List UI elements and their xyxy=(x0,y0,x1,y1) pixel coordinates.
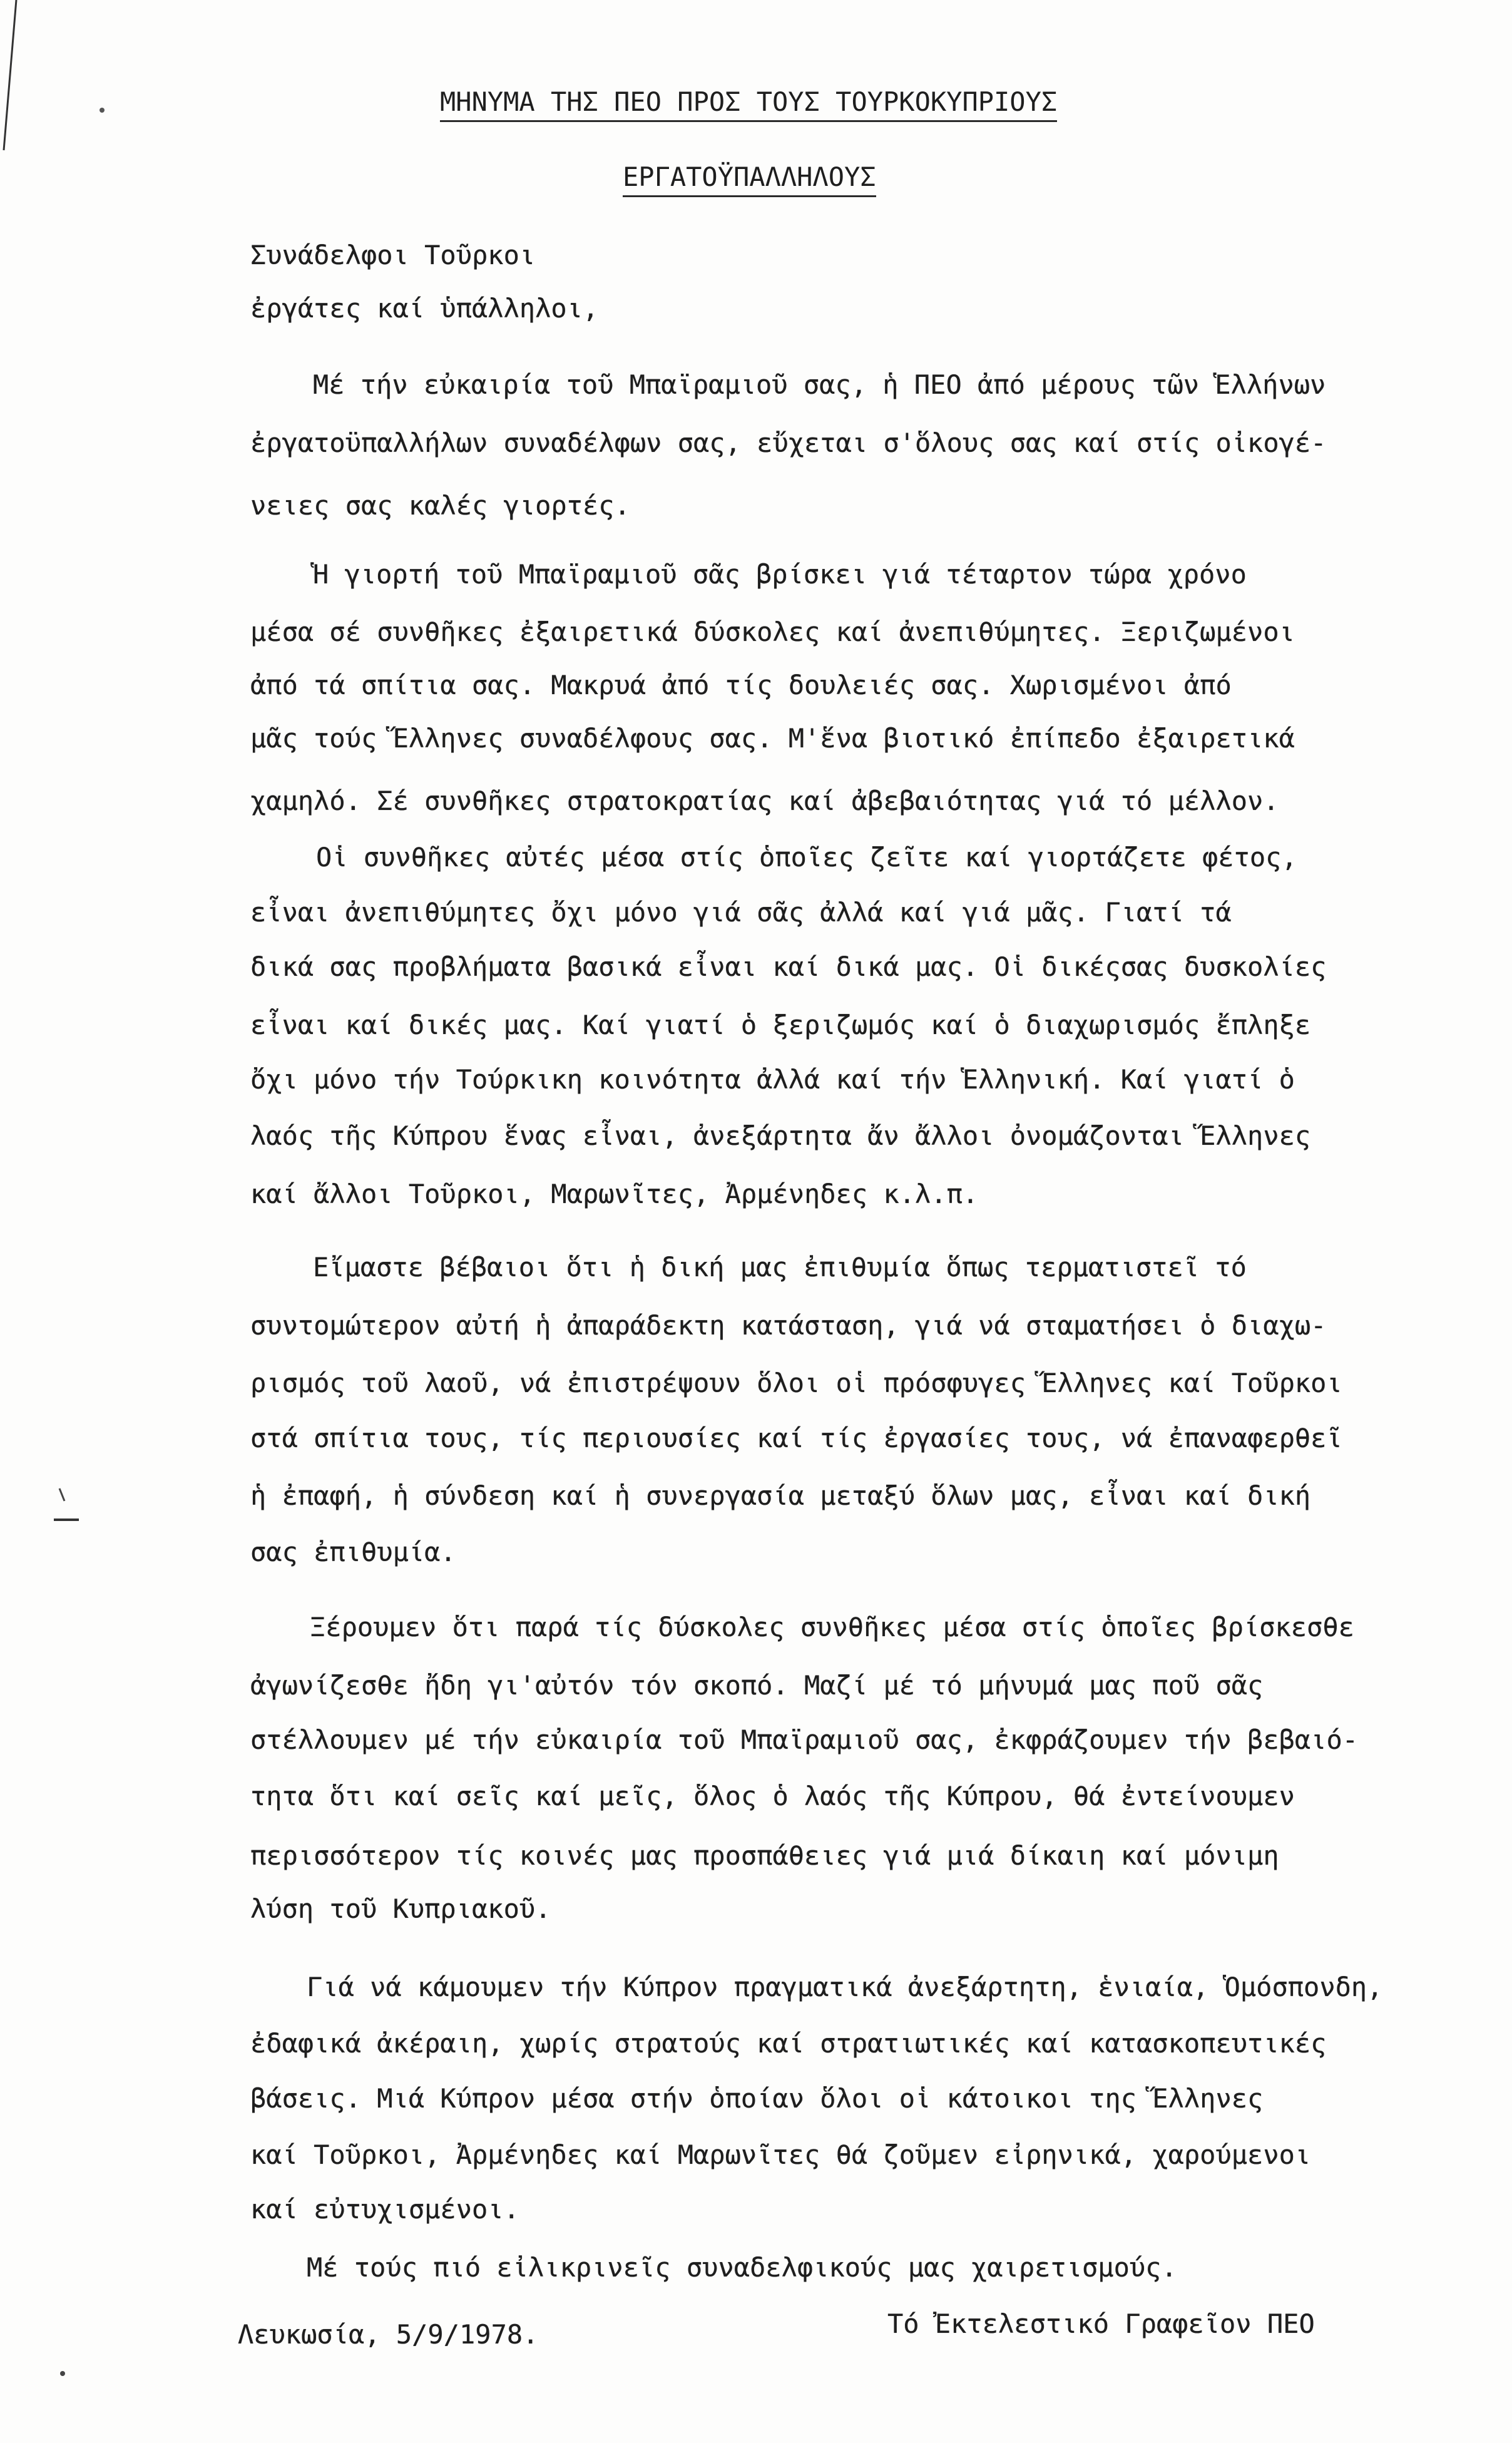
paragraph-5-line-2: ἀγωνίζεσθε ἤδη γι'αὐτόν τόν σκοπό. Μαζί μέ τό μήνυμά μας ποῦ σᾶς xyxy=(250,1670,1264,1701)
paragraph-3-line-7: καί ἄλλοι Τοῦρκοι, Μαρωνῖτες, Ἀρμένηδες κ.λ.π. xyxy=(250,1179,979,1209)
document-title: ΜΗΝΥΜΑ ΤΗΣ ΠΕΟ ΠΡΟΣ ΤΟΥΣ ΤΟΥΡΚΟΚΥΠΡΙΟΥΣ xyxy=(440,89,1057,122)
paragraph-5-line-4: τητα ὅτι καί σεῖς καί μεῖς, ὅλος ὁ λαός τῆς Κύπρου, θά ἐντείνουμεν xyxy=(250,1781,1295,1811)
paragraph-6-line-4: καί Τοῦρκοι, Ἀρμένηδες καί Μαρωνῖτες θά ζοῦμεν εἰρηνικά, χαρούμενοι xyxy=(250,2139,1311,2170)
paragraph-2-line-3: ἀπό τά σπίτια σας. Μακρυά ἀπό τίς δουλειές σας. Χωρισμένοι ἀπό xyxy=(250,670,1232,700)
paragraph-5-line-3: στέλλουμεν μέ τήν εὐκαιρία τοῦ Μπαϊραμιοῦ σας, ἐκφράζουμεν τήν βεβαιό- xyxy=(250,1724,1359,1755)
paragraph-6-line-5: καί εὐτυχισμένοι. xyxy=(250,2194,519,2225)
paragraph-1-line-1: Μέ τήν εὐκαιρία τοῦ Μπαϊραμιοῦ σας, ἡ ΠΕΟ ἀπό μέρους τῶν Ἑλλήνων xyxy=(313,369,1326,400)
document-subtitle: ΕΡΓΑΤΟΫΠΑΛΛΗΛΟΥΣ xyxy=(623,164,876,197)
paragraph-5-line-6: λύση τοῦ Κυπριακοῦ. xyxy=(250,1893,551,1924)
paragraph-4-line-6: σας ἐπιθυμία. xyxy=(250,1537,456,1567)
paragraph-2-line-1: Ἡ γιορτή τοῦ Μπαϊραμιοῦ σᾶς βρίσκει γιά τέταρτον τώρα χρόνο xyxy=(313,559,1247,590)
paragraph-1-line-2: ἐργατοϋπαλλήλων συναδέλφων σας, εὔχεται σ'ὅλους σας καί στίς οἰκογέ- xyxy=(250,428,1327,458)
paragraph-3-line-4: εἶναι καί δικές μας. Καί γιατί ὁ ξεριζωμός καί ὁ διαχωρισμός ἔπληξε xyxy=(250,1010,1311,1040)
margin-dot-mark xyxy=(60,2371,65,2376)
signature: Τό Ἐκτελεστικό Γραφεῖον ΠΕΟ xyxy=(887,2308,1315,2339)
salutation-line-2: ἐργάτες καί ὑπάλληλοι, xyxy=(250,293,599,324)
margin-tick-mark xyxy=(59,1488,64,1501)
paragraph-3-line-6: λαός τῆς Κύπρου ἕνας εἶναι, ἀνεξάρτητα ἄν ἄλλοι ὀνομάζονται Ἕλληνες xyxy=(250,1120,1311,1151)
paragraph-2-line-4: μᾶς τούς Ἕλληνες συναδέλφους σας. Μ'ἕνα βιοτικό ἐπίπεδο ἐξαιρετικά xyxy=(250,723,1295,754)
paragraph-4-line-1: Εἴμαστε βέβαιοι ὅτι ἡ δική μας ἐπιθυμία ὅπως τερματιστεῖ τό xyxy=(313,1252,1247,1283)
paragraph-4-line-2: συντομώτερον αὐτή ἡ ἀπαράδεκτη κατάσταση, γιά νά σταματήσει ὁ διαχω- xyxy=(250,1310,1327,1341)
paragraph-3-line-3: δικά σας προβλήματα βασικά εἶναι καί δικά μας. Οἱ δικέςσας δυσκολίες xyxy=(250,951,1327,982)
place-and-date: Λευκωσία, 5/9/1978. xyxy=(238,2319,539,2350)
paragraph-5-line-1: Ξέρουμεν ὅτι παρά τίς δύσκολες συνθῆκες μέσα στίς ὁποῖες βρίσκεσθε xyxy=(310,1612,1354,1642)
salutation-line-1: Συνάδελφοι Τοῦρκοι xyxy=(250,240,536,270)
paragraph-4-line-4: στά σπίτια τους, τίς περιουσίες καί τίς ἐργασίες τους, νά ἐπαναφερθεῖ xyxy=(250,1423,1342,1453)
paragraph-6-line-1: Γιά νά κάμουμεν τήν Κύπρον πραγματικά ἀνεξάρτητη, ἑνιαία, Ὁμόσπονδη, xyxy=(307,1972,1383,2002)
paragraph-3-line-5: ὄχι μόνο τήν Τούρκικη κοινότητα ἀλλά καί τήν Ἑλληνική. Καί γιατί ὁ xyxy=(250,1064,1295,1095)
paragraph-6-line-3: βάσεις. Μιά Κύπρον μέσα στήν ὁποίαν ὅλοι οἱ κάτοικοι της Ἕλληνες xyxy=(250,2083,1264,2114)
scan-speck xyxy=(100,108,105,113)
paragraph-2-line-5: χαμηλό. Σέ συνθῆκες στρατοκρατίας καί ἀβεβαιότητας γιά τό μέλλον. xyxy=(250,786,1279,816)
closing-greeting: Μέ τούς πιό εἰλικρινεῖς συναδελφικούς μας χαιρετισμούς. xyxy=(307,2252,1177,2283)
paragraph-4-line-3: ρισμός τοῦ λαοῦ, νά ἐπιστρέψουν ὅλοι οἱ πρόσφυγες Ἕλληνες καί Τοῦρκοι xyxy=(250,1368,1342,1398)
paragraph-4-line-5: ἡ ἐπαφή, ἡ σύνδεση καί ἡ συνεργασία μεταξύ ὅλων μας, εἶναι καί δική xyxy=(250,1480,1311,1511)
paragraph-3-line-2: εἶναι ἀνεπιθύμητες ὄχι μόνο γιά σᾶς ἀλλά καί γιά μᾶς. Γιατί τά xyxy=(250,897,1232,928)
paragraph-1-line-3: νειες σας καλές γιορτές. xyxy=(250,490,630,521)
paragraph-3-line-1: Οἱ συνθῆκες αὐτές μέσα στίς ὁποῖες ζεῖτε καί γιορτάζετε φέτος, xyxy=(316,842,1297,873)
scan-edge-line xyxy=(4,0,16,150)
paragraph-6-line-2: ἐδαφικά ἀκέραιη, χωρίς στρατούς καί στρατιωτικές καί κατασκοπευτικές xyxy=(250,2028,1327,2059)
paragraph-5-line-5: περισσότερον τίς κοινές μας προσπάθειες γιά μιά δίκαιη καί μόνιμη xyxy=(250,1840,1279,1871)
paragraph-2-line-2: μέσα σέ συνθῆκες ἐξαιρετικά δύσκολες καί ἀνεπιθύμητες. Ξεριζωμένοι xyxy=(250,617,1295,647)
